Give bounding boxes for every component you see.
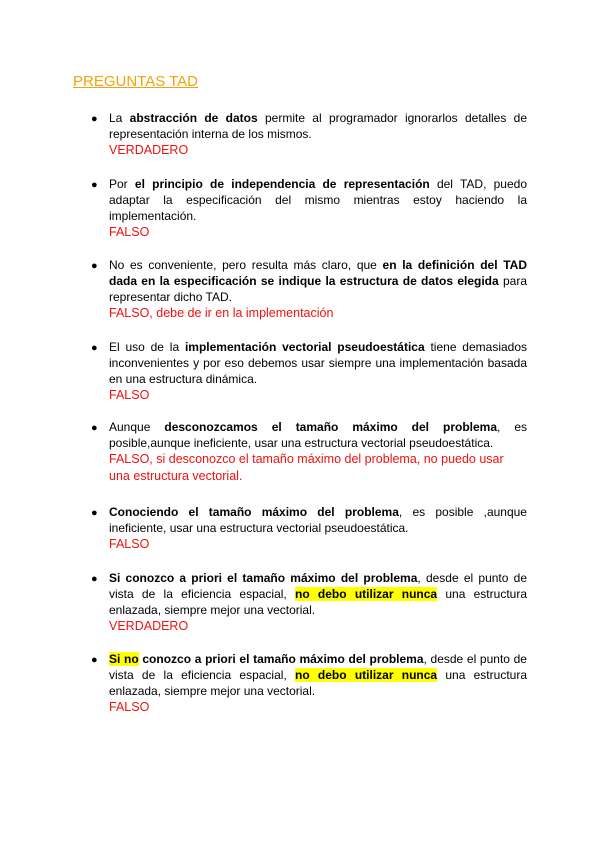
question-text bbox=[109, 339, 527, 387]
text-run: No es conveniente, pero resulta más claro, que bbox=[109, 258, 383, 272]
bold-text: en la definición del TAD dada en la especificación se indique la estructura de datos elegida bbox=[109, 258, 527, 288]
answer-text: VERDADERO bbox=[109, 619, 189, 633]
question-item-8 bbox=[91, 651, 527, 716]
bullet-icon: ● bbox=[91, 113, 98, 125]
question-item-2 bbox=[91, 176, 527, 241]
answer-text: FALSO, si desconozco el tamaño máximo del problema, no puedo usar una estructura vectorial. bbox=[109, 452, 504, 483]
bold-text: Conociendo el tamaño máximo del problema bbox=[109, 505, 399, 519]
text-run: tiene demasiados inconvenientes y por eso debemos usar siempre una implementación basada en una estructura dinámica. bbox=[109, 340, 527, 386]
question-text bbox=[109, 570, 527, 618]
question-item-5 bbox=[91, 419, 527, 485]
text-run: El uso de la bbox=[109, 340, 185, 354]
question-item-7 bbox=[91, 570, 527, 635]
bold-text: el principio de independencia de representación bbox=[134, 177, 430, 191]
answer-text: FALSO bbox=[109, 388, 150, 402]
text-run: , desde el punto de vista de la eficiencia espacial, bbox=[109, 652, 527, 682]
question-text bbox=[109, 257, 527, 305]
bold-text: Si conozco a priori el tamaño máximo del problema bbox=[109, 571, 418, 585]
answer-text: VERDADERO bbox=[109, 143, 189, 157]
bullet-icon: ● bbox=[91, 179, 98, 191]
text-run: , desde el punto de vista de la eficiencia espacial, bbox=[109, 571, 527, 601]
text-run: Aunque bbox=[109, 420, 165, 434]
bullet-icon: ● bbox=[91, 654, 98, 666]
question-text bbox=[109, 651, 527, 699]
answer-text: FALSO, debe de ir en la implementación bbox=[109, 306, 334, 320]
question-item-6 bbox=[91, 504, 527, 553]
highlighted-text: no debo utilizar nunca bbox=[295, 587, 438, 601]
bold-text: abstracción de datos bbox=[129, 111, 258, 125]
bullet-icon: ● bbox=[91, 422, 98, 434]
text-run: una estructura enlazada, siempre mejor una vectorial. bbox=[109, 668, 527, 698]
bullet-icon: ● bbox=[91, 342, 98, 354]
bold-text: desconozcamos el tamaño máximo del problema bbox=[164, 420, 498, 434]
text-run: , es posible ,aunque ineficiente, usar una estructura vectorial pseudoestática. bbox=[109, 505, 527, 535]
bold-text: conozco a priori el tamaño máximo del problema bbox=[138, 652, 424, 666]
answer-text: FALSO bbox=[109, 225, 150, 239]
page-title: PREGUNTAS TAD bbox=[73, 73, 199, 90]
question-item-1 bbox=[91, 110, 527, 159]
question-text bbox=[109, 504, 527, 536]
question-text bbox=[109, 176, 527, 224]
question-text bbox=[109, 419, 527, 451]
text-run: del TAD, puedo adaptar la especificación del mismo mientras estoy haciendo la implementación. bbox=[109, 177, 527, 223]
text-run: una estructura enlazada, siempre mejor una vectorial. bbox=[109, 587, 527, 617]
question-item-3 bbox=[91, 257, 527, 322]
answer-text: FALSO bbox=[109, 537, 150, 551]
highlighted-text: no debo utilizar nunca bbox=[295, 668, 438, 682]
text-run: La bbox=[109, 111, 130, 125]
text-run: Por bbox=[109, 177, 135, 191]
text-run: , es posible,aunque ineficiente, usar una estructura vectorial pseudoestática. bbox=[109, 420, 528, 450]
bold-text: implementación vectorial pseudoestática bbox=[184, 340, 425, 354]
highlighted-text: Si no bbox=[109, 652, 139, 666]
answer-text: FALSO bbox=[109, 700, 150, 714]
text-run: para representar dicho TAD. bbox=[109, 274, 527, 304]
bullet-icon: ● bbox=[91, 260, 98, 272]
bullet-icon: ● bbox=[91, 507, 98, 519]
question-text bbox=[109, 110, 527, 142]
question-item-4 bbox=[91, 339, 527, 404]
text-run: permite al programador ignorarlos detalles de representación interna de los mismos. bbox=[109, 111, 527, 141]
bullet-icon: ● bbox=[91, 573, 98, 585]
